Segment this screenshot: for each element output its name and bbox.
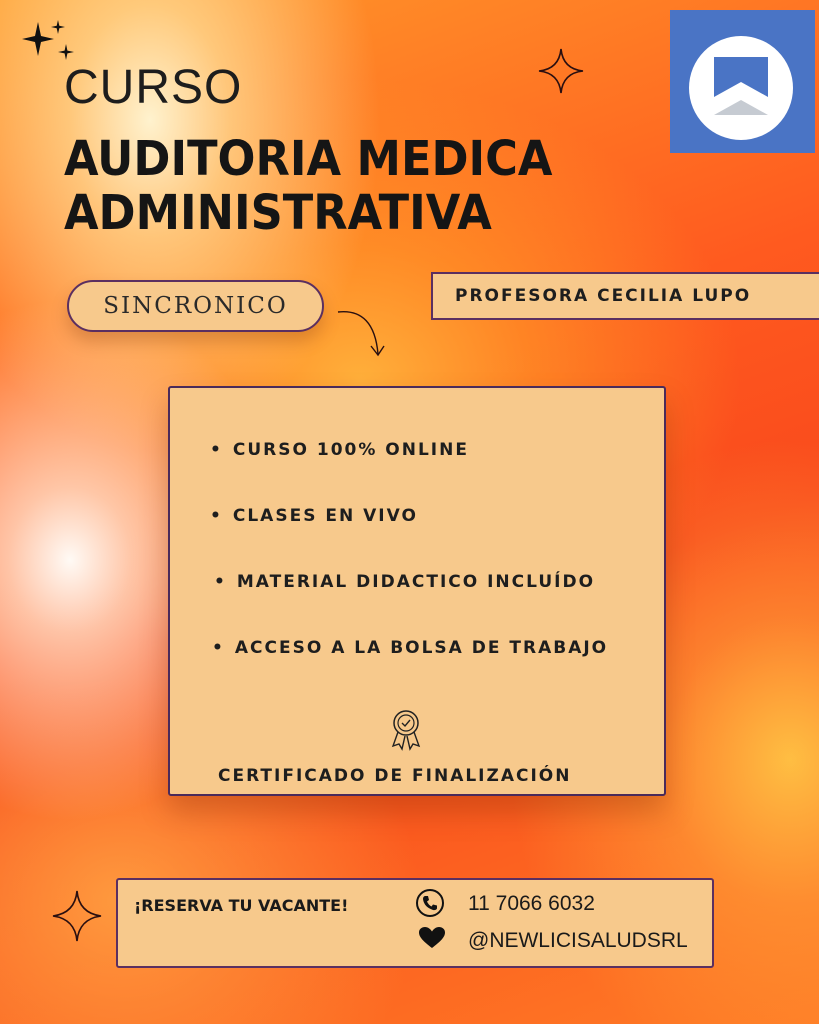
modality-badge: SINCRONICO — [67, 280, 324, 332]
curved-arrow-icon — [334, 306, 390, 362]
certificate-label: CERTIFICADO DE FINALIZACIÓN — [218, 766, 572, 786]
feature-text: CURSO 100% ONLINE — [232, 440, 469, 460]
house-roof-logo-icon — [670, 10, 815, 153]
social-handle[interactable]: @NEWLICISALUDSRL — [468, 929, 688, 952]
feature-text: ACCESO A LA BOLSA DE TRABAJO — [234, 638, 609, 658]
phone-number[interactable]: 11 7066 6032 — [468, 892, 595, 915]
feature-text: CLASES EN VIVO — [232, 506, 418, 526]
teacher-label: PROFESORA CECILIA LUPO — [431, 272, 819, 320]
reserve-cta: ¡RESERVA TU VACANTE! — [134, 896, 349, 915]
sparkle-outline-icon — [50, 888, 104, 944]
course-title-line-2: ADMINISTRATIVA — [64, 185, 492, 241]
feature-item — [214, 572, 595, 592]
bullet: • — [212, 638, 225, 658]
features-panel — [168, 386, 666, 796]
contact-panel — [116, 878, 714, 968]
bullet: • — [210, 506, 223, 526]
bullet: • — [214, 572, 227, 592]
heart-icon — [418, 926, 446, 950]
phone-icon — [415, 888, 445, 918]
sparkle-cluster-icon — [18, 18, 78, 66]
course-title — [64, 132, 552, 240]
feature-item — [210, 440, 469, 460]
sparkle-outline-icon — [536, 46, 586, 96]
brand-logo — [670, 10, 815, 153]
course-eyebrow: CURSO — [64, 61, 243, 114]
feature-item — [212, 638, 608, 658]
course-title-line-1: AUDITORIA MEDICA — [64, 131, 553, 187]
feature-item — [210, 506, 418, 526]
feature-text: MATERIAL DIDACTICO INCLUÍDO — [236, 572, 596, 592]
bullet: • — [210, 440, 223, 460]
certificate-ribbon-icon — [388, 708, 424, 752]
